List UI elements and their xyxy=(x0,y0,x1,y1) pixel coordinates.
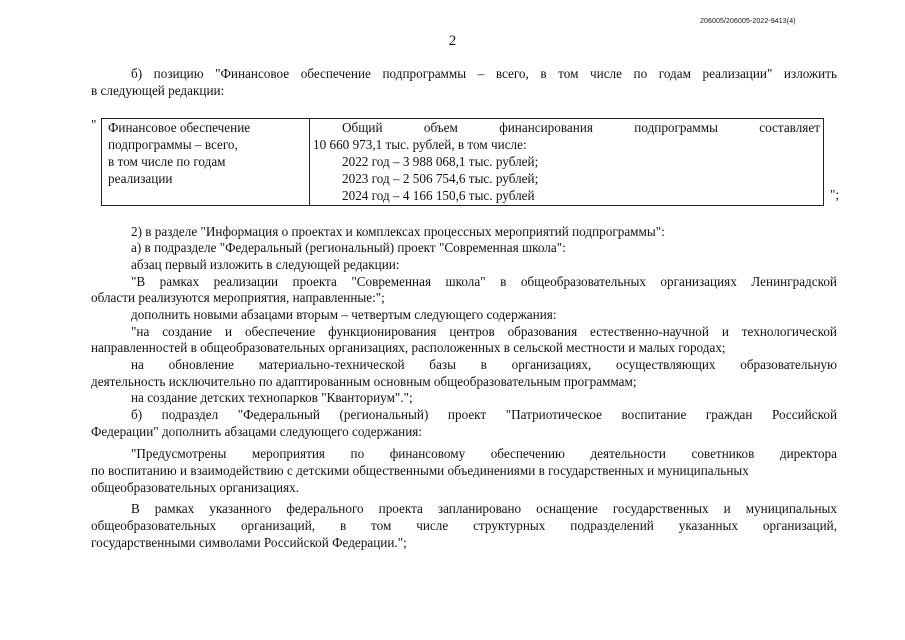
table-left-line-2: подпрограммы – всего, xyxy=(108,137,238,152)
table-left-line-4: реализации xyxy=(108,171,173,186)
paragraph-line-07: "на создание и обеспечение функционирования центров образования естественно-научной и технологической xyxy=(131,324,837,339)
paragraph-line-09: на обновление материально-технической базы в организациях, осуществляющих образовательную xyxy=(131,357,837,372)
paragraph-line-02: а) в подразделе "Федеральный (региональный) проект "Современная школа": xyxy=(131,240,566,255)
paragraph-line-01: 2) в разделе "Информация о проектах и комплексах процессных мероприятий подпрограммы": xyxy=(131,224,665,239)
paragraph-line-05: области реализуются мероприятия, направленные:"; xyxy=(91,290,385,305)
table-close-quote: "; xyxy=(830,187,840,202)
page-number: 2 xyxy=(448,33,457,49)
paragraph-line-17: В рамках указанного федерального проекта запланировано оснащение государственных и муниципальных xyxy=(131,501,837,516)
paragraph-line-11: на создание детских технопарков "Кванториум"."; xyxy=(131,390,413,405)
paragraph-line-08: направленностей в общеобразовательных организациях, расположенных в сельской местности и малых городах; xyxy=(91,340,726,355)
table-open-quote: " xyxy=(91,117,97,132)
paragraph-line-19: государственными символами Российской Федерации."; xyxy=(91,535,407,550)
paragraph-line-13: Федерации" дополнить абзацами следующего содержания: xyxy=(91,424,423,439)
intro-line-1: б) позицию "Финансовое обеспечение подпрограммы – всего, в том числе по годам реализации" изложить xyxy=(131,66,837,81)
paragraph-line-12: б) подраздел "Федеральный (региональный) проект "Патриотическое воспитание граждан Российской xyxy=(131,407,837,422)
paragraph-line-18: общеобразовательных организаций, в том числе структурных подразделений указанных организаций, xyxy=(91,518,837,533)
table-right-line-2: 10 660 973,1 тыс. рублей, в том числе: xyxy=(313,137,527,152)
table-left-line-3: в том числе по годам xyxy=(108,154,226,169)
paragraph-line-06: дополнить новыми абзацами вторым – четвертым следующего содержания: xyxy=(131,307,557,322)
table-column-divider xyxy=(309,118,310,206)
table-left-line-1: Финансовое обеспечение xyxy=(108,120,251,135)
paragraph-line-16: общеобразовательных организациях. xyxy=(91,480,300,495)
table-right-line-4: 2023 год – 2 506 754,6 тыс. рублей; xyxy=(342,171,539,186)
table-right-line-5: 2024 год – 4 166 150,6 тыс. рублей xyxy=(342,188,535,203)
intro-line-2: в следующей редакции: xyxy=(91,83,225,98)
document-id: 206005/206005-2022-9413(4) xyxy=(700,18,796,25)
paragraph-line-14: "Предусмотрены мероприятия по финансовому обеспечению деятельности советников директора xyxy=(131,446,837,461)
paragraph-line-03: абзац первый изложить в следующей редакции: xyxy=(131,257,400,272)
paragraph-line-04: "В рамках реализации проекта "Современная школа" в общеобразовательных организациях Ленинградской xyxy=(131,274,837,289)
table-right-line-3: 2022 год – 3 988 068,1 тыс. рублей; xyxy=(342,154,539,169)
table-right-line-1: Общий объем финансирования подпрограммы составляет xyxy=(342,120,820,135)
paragraph-line-15: по воспитанию и взаимодействию с детскими общественными объединениями в государственных и муниципальных xyxy=(91,463,749,478)
paragraph-line-10: деятельность исключительно по адаптированным основным общеобразовательным программам; xyxy=(91,374,637,389)
